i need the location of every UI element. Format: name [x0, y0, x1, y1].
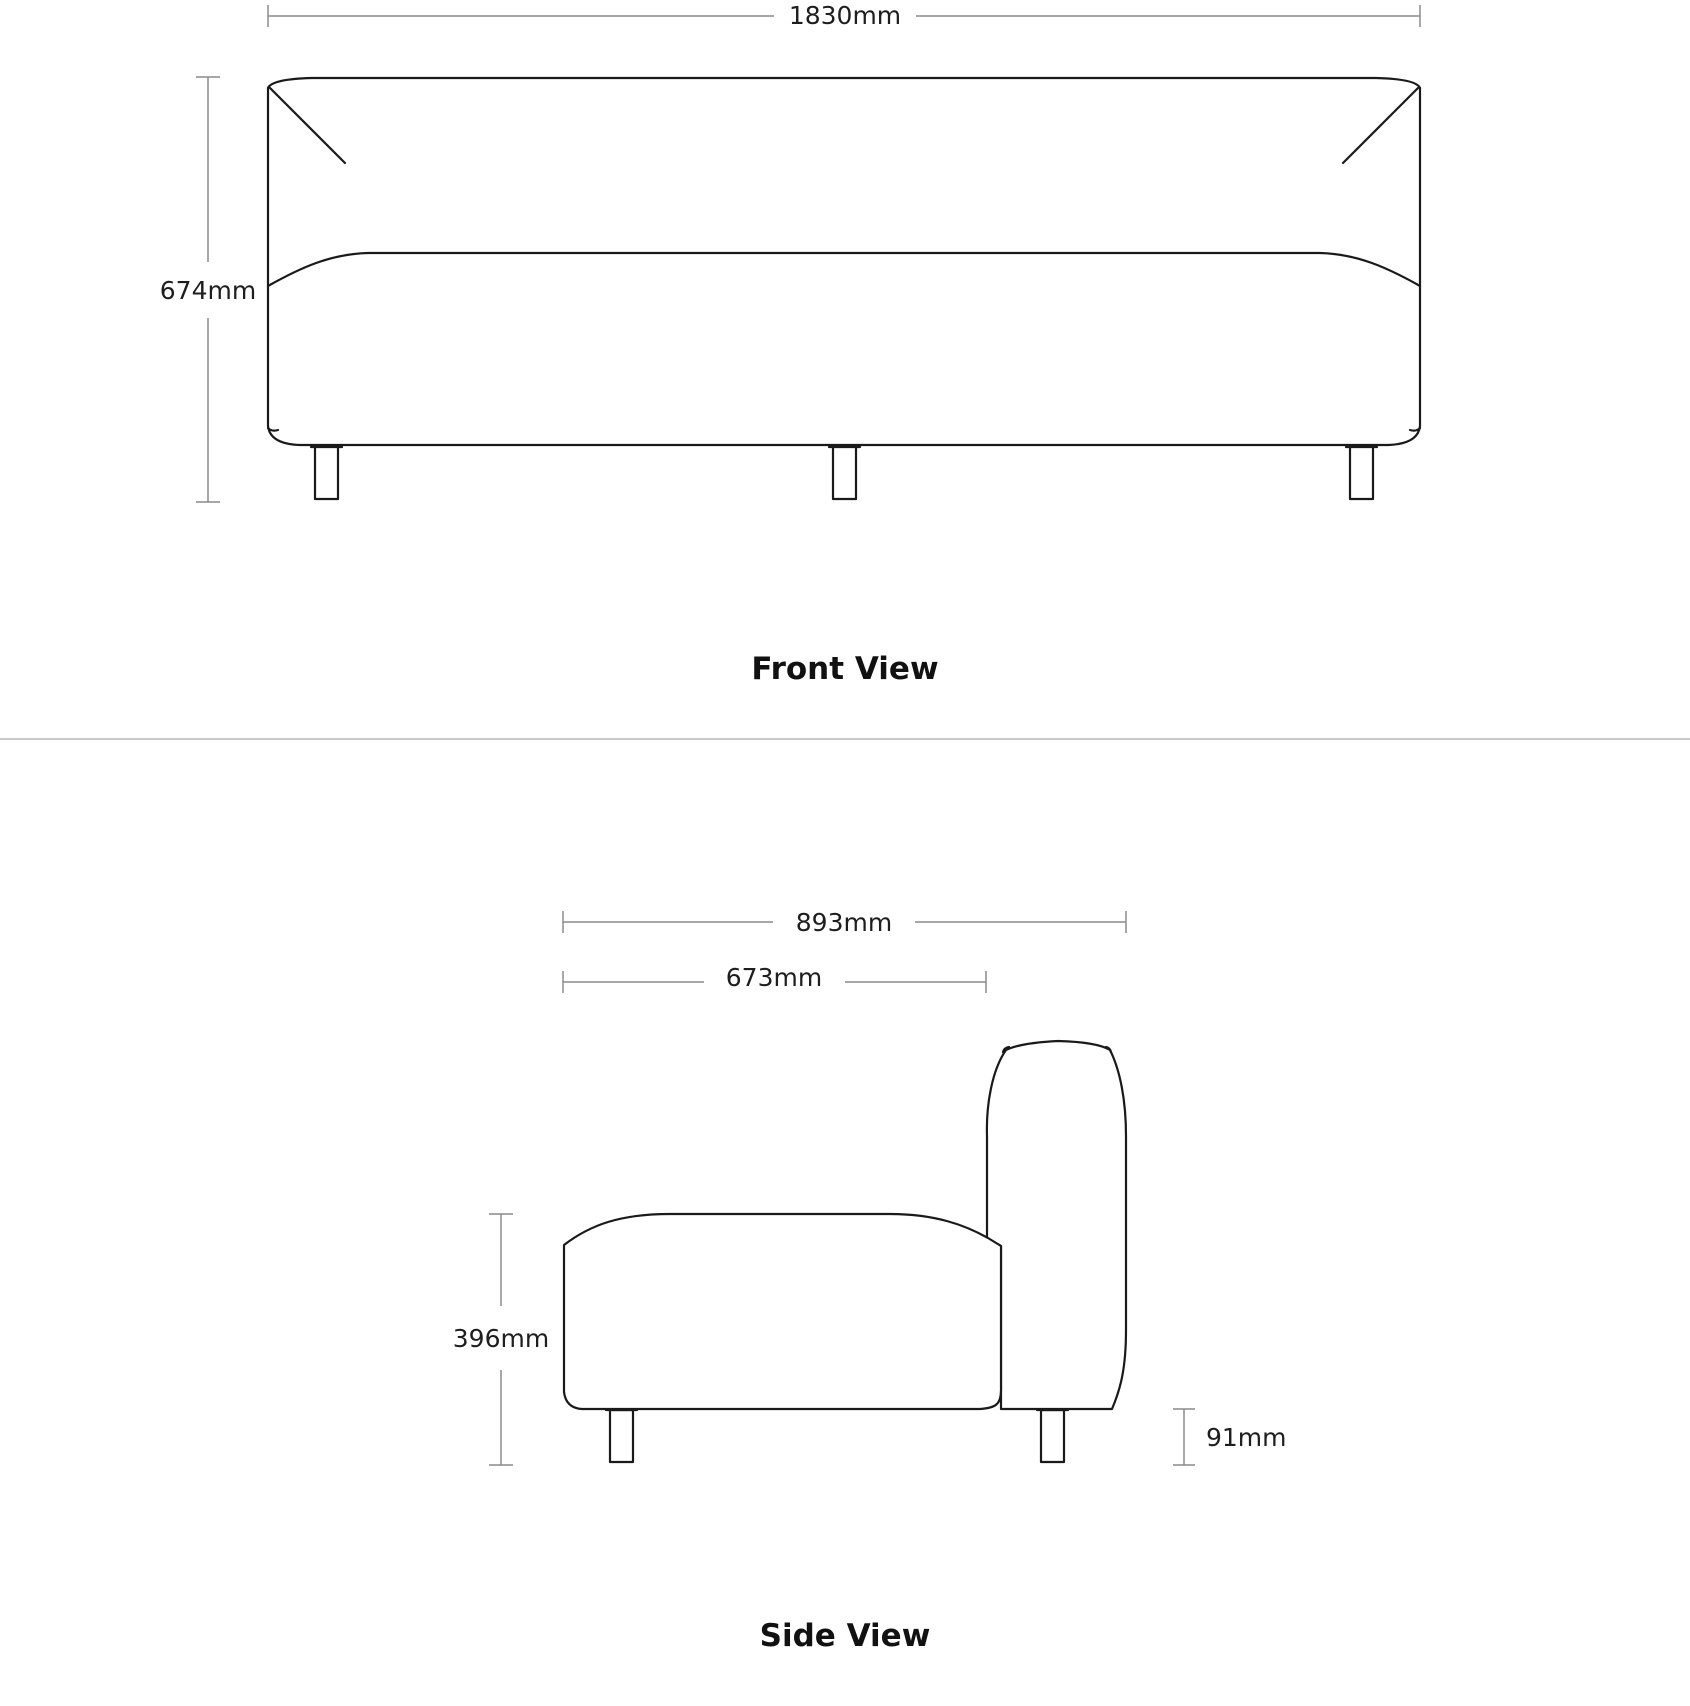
side-seat-depth-label: 673mm [725, 963, 823, 992]
front-view [160, 1, 1420, 687]
front-sofa-body [268, 78, 1420, 445]
side-depth-dimension [563, 908, 1126, 937]
front-leg-right [1350, 446, 1373, 499]
side-back-cushion [987, 1041, 1126, 1409]
front-leg-left [315, 446, 338, 499]
side-seat-height-label: 396mm [452, 1324, 550, 1353]
front-width-dimension [268, 1, 1420, 30]
side-seat-cushion [564, 1214, 1001, 1409]
side-legs [606, 1410, 1068, 1462]
front-height-label: 674mm [159, 276, 257, 305]
side-leg-height-dimension [1173, 1409, 1287, 1465]
front-width-label: 1830mm [788, 1, 902, 30]
front-legs [311, 446, 1377, 499]
side-seat-height-dimension [453, 1214, 549, 1465]
side-leg-height-label: 91mm [1206, 1423, 1287, 1452]
front-height-dimension [160, 77, 256, 502]
side-depth-label: 893mm [795, 908, 893, 937]
front-view-title: Front View [751, 651, 939, 687]
side-view [453, 908, 1287, 1654]
side-leg-front [610, 1410, 633, 1462]
side-view-title: Side View [759, 1618, 931, 1654]
side-seat-depth-dimension [563, 963, 986, 993]
side-leg-back [1041, 1410, 1064, 1462]
front-leg-center [833, 446, 856, 499]
